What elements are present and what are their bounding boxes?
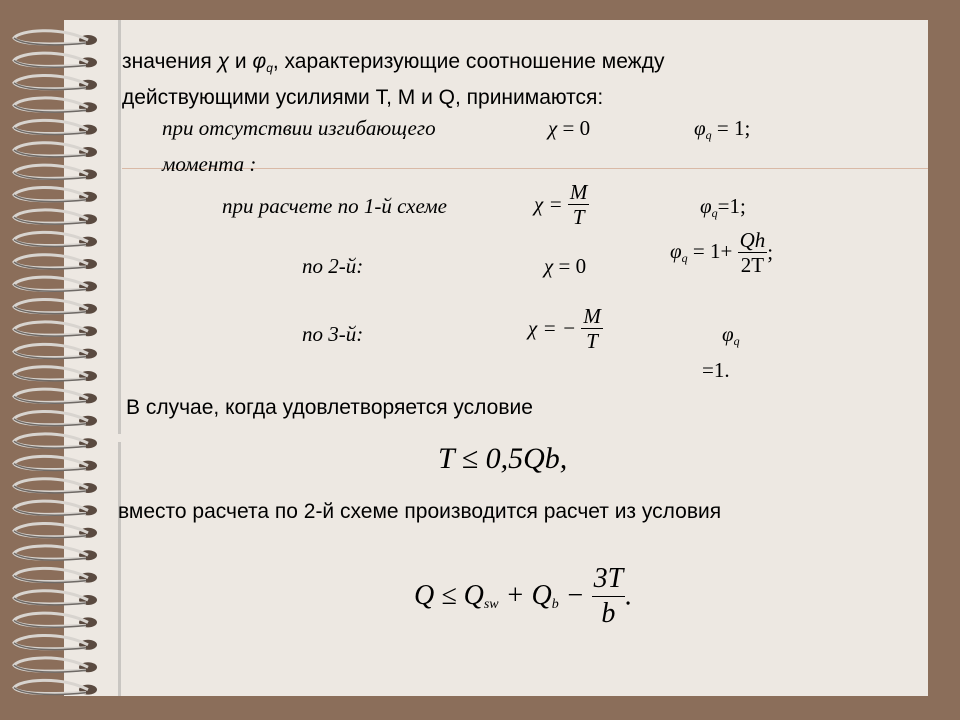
- intro-text-a: значения: [122, 50, 218, 73]
- scheme1-phi: $\varphi_q=1$;: [700, 194, 746, 220]
- final-formula: $Q \le Q_{sw} + Q_b$ − $\frac{3T}{b}$ .: [414, 563, 633, 629]
- scheme3-phi: $\varphi_q$: [722, 322, 740, 348]
- margin-line-bottom: [118, 442, 121, 696]
- phi-subscript: q: [266, 61, 273, 75]
- spiral-binding: [0, 0, 120, 720]
- condition-formula: T ≤ 0,5Qb,: [438, 442, 568, 475]
- instead-text: вместо расчета по 2-й схеме производится расчет из условия: [118, 500, 722, 523]
- no-moment-chi: χ = 0: [548, 116, 591, 140]
- no-moment-phi: $\varphi_q = 1$;: [694, 116, 751, 142]
- no-moment-label-b: момента :: [162, 152, 257, 176]
- scheme1-label: при расчете по 1-й схеме: [222, 194, 447, 218]
- scheme2-phi-formula: $\varphi_q = 1+$ $\frac{Qh}{2T}$ ;: [670, 228, 774, 277]
- no-moment-label-a: при отсутствии изгибающего: [162, 116, 436, 140]
- scheme1-chi-formula: χ = $\frac{M}{T}$: [534, 180, 588, 229]
- margin-line-top: [118, 20, 121, 434]
- intro-line-2: действующими усилиями T, M и Q, принимаются:: [122, 86, 604, 109]
- intro-text-b: и: [229, 50, 253, 73]
- scheme3-chi-formula: χ = − $\frac{M}{T}$: [528, 304, 601, 353]
- intro-text-c: , характеризующие соотношение между: [272, 50, 665, 73]
- scheme3-label: по 3-й:: [302, 322, 364, 346]
- chi-symbol: χ: [217, 50, 230, 73]
- scheme3-phi-value: =1.: [702, 358, 730, 382]
- condition-text: В случае, когда удовлетворяется условие: [126, 396, 533, 419]
- scheme2-chi: χ = 0: [544, 254, 587, 278]
- intro-line-1: [122, 50, 664, 75]
- phi-symbol: φ: [252, 50, 267, 73]
- scheme2-label: по 2-й:: [302, 254, 364, 278]
